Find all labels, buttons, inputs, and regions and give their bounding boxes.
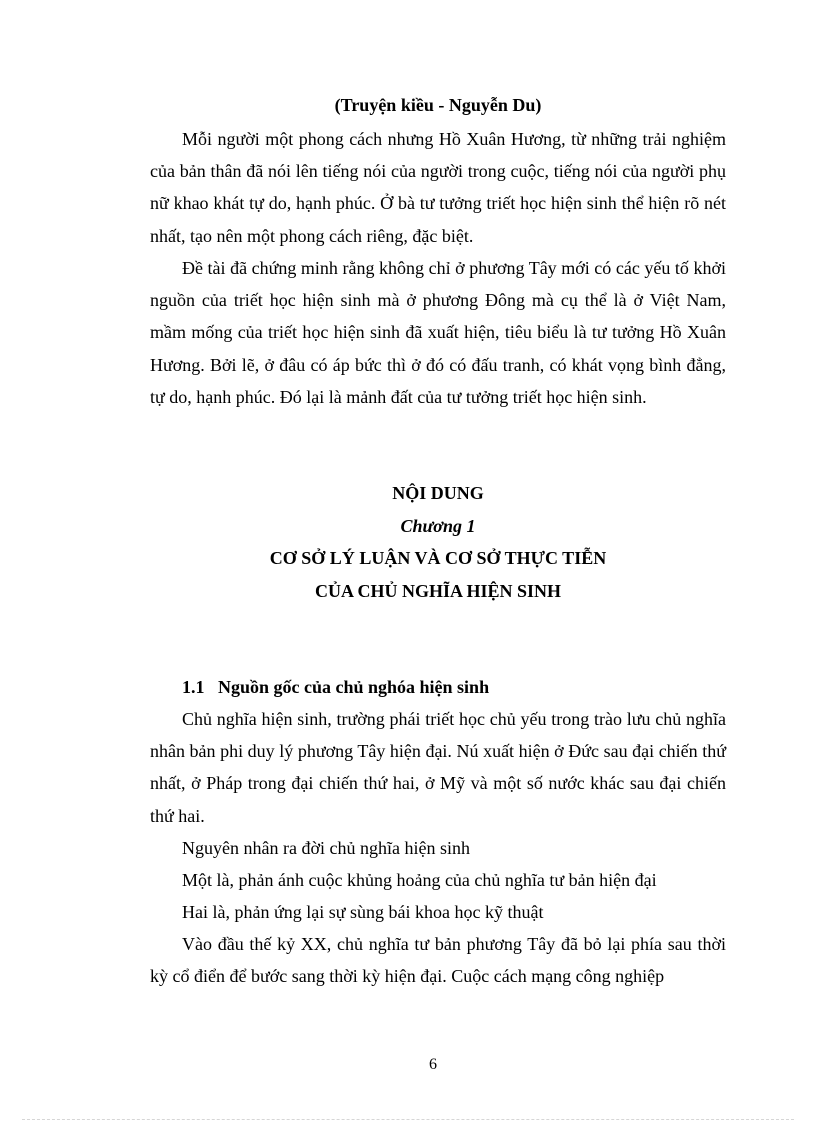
- subsection-title: 1.1 Nguồn gốc của chủ nghóa hiện sinh: [182, 677, 490, 697]
- body-paragraph-4: Hai là, phản ứng lại sự sùng bái khoa học kỹ thuật: [182, 902, 544, 922]
- page-bottom-divider: [22, 1119, 794, 1120]
- body-paragraph-1: Chủ nghĩa hiện sinh, trường phái triết học chủ yếu trong trào lưu chủ nghĩa nhân bản phi duy lý phương Tây hiện đại. Nú xuất hiện ở Đức sau đại chiến thứ nhất, ở Pháp trong đại chiến thứ hai, ở Mỹ và một số nước khác sau đại chiến thứ hai.: [150, 709, 726, 826]
- chapter-title-line-2: CỦA CHỦ NGHĨA HIỆN SINH: [314, 581, 562, 601]
- body-paragraph-2: Nguyên nhân ra đời chủ nghĩa hiện sinh: [182, 838, 470, 858]
- intro-paragraph-2: Đề tài đã chứng minh rằng không chỉ ở phương Tây mới có các yếu tố khởi nguồn của triết học hiện sinh mà ở phương Đông mà cụ thể là ở Việt Nam, mầm mống của triết học hiện sinh đã xuất hiện, tiêu biểu là tư tưởng Hồ Xuân Hương. Bởi lẽ, ở đâu có áp bức thì ở đó có đấu tranh, có khát vọng bình đẳng, tự do, hạnh phúc. Đó lại là mảnh đất của tư tưởng triết học hiện sinh.: [150, 258, 726, 407]
- page-number: 6: [429, 1056, 437, 1073]
- chapter-label: Chương 1: [400, 516, 476, 536]
- body-paragraph-5: Vào đầu thế kỷ XX, chủ nghĩa tư bản phương Tây đã bỏ lại phía sau thời kỳ cổ điển để bước sang thời kỳ hiện đại. Cuộc cách mạng công nghiệp: [150, 934, 726, 987]
- citation: (Truyện kiều - Nguyễn Du): [334, 95, 542, 115]
- intro-paragraph-1: Mỗi người một phong cách nhưng Hồ Xuân Hương, từ những trải nghiệm của bản thân đã nói lên tiếng nói của người trong cuộc, tiếng nói của người phụ nữ khao khát tự do, hạnh phúc. Ở bà tư tưởng triết học hiện sinh thể hiện rõ nét nhất, tạo nên một phong cách riêng, đặc biệt.: [150, 129, 726, 246]
- body-paragraph-3: Một là, phản ánh cuộc khủng hoảng của chủ nghĩa tư bản hiện đại: [182, 870, 657, 890]
- section-title: NỘI DUNG: [392, 483, 484, 503]
- chapter-title-line-1: CƠ SỞ LÝ LUẬN VÀ CƠ SỞ THỰC TIỄN: [269, 548, 607, 568]
